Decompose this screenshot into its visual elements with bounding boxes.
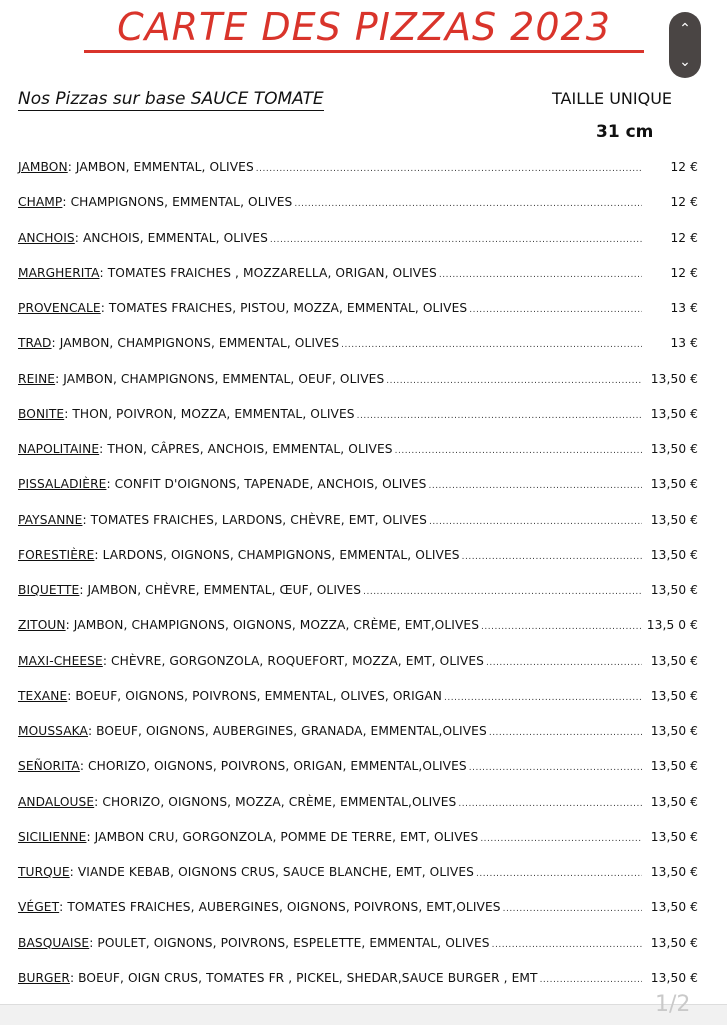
pizza-name: CHAMP xyxy=(18,195,63,210)
pizza-item xyxy=(18,865,698,900)
page-scroll-control xyxy=(669,12,701,78)
pizza-name: SICILIENNE xyxy=(18,829,87,844)
pizza-item xyxy=(18,266,698,301)
pizza-price: 13,50 € xyxy=(650,547,698,562)
pizza-name: PAYSANNE xyxy=(18,512,83,527)
pizza-name: MARGHERITA xyxy=(18,265,100,280)
pizza-ingredients: : BOEUF, OIGN CRUS, TOMATES FR , PICKEL, SHEDAR,SAUCE BURGER , EMT xyxy=(69,970,538,985)
dot-leader xyxy=(503,904,642,914)
page-indicator: 1/2 xyxy=(655,992,691,1017)
dot-leader xyxy=(469,763,642,773)
pizza-item xyxy=(18,830,698,865)
dot-leader xyxy=(540,975,642,985)
dot-leader xyxy=(256,164,642,174)
pizza-ingredients: : JAMBON, CHAMPIGNONS, OIGNONS, MOZZA, CRÈME, EMT,OLIVES xyxy=(65,618,480,633)
pizza-ingredients: : CHAMPIGNONS, EMMENTAL, OLIVES xyxy=(62,195,293,210)
pizza-price: 12 € xyxy=(670,195,698,210)
pizza-ingredients: : JAMBON, CHAMPIGNONS, EMMENTAL, OEUF, OLIVES xyxy=(55,371,385,386)
pizza-name: ZITOUN xyxy=(18,618,66,633)
pizza-item xyxy=(18,301,698,336)
pizza-price: 13,50 € xyxy=(650,900,698,915)
pizza-ingredients: : CHÈVRE, GORGONZOLA, ROQUEFORT, MOZZA, EMT, OLIVES xyxy=(102,653,484,668)
pizza-name: PROVENCALE xyxy=(18,301,101,315)
dot-leader xyxy=(294,199,642,209)
dot-leader xyxy=(469,305,642,315)
chevron-up-icon[interactable]: ⌃ xyxy=(679,20,691,37)
pizza-name: PISSALADIÈRE xyxy=(18,477,107,492)
pizza-name: SEÑORITA xyxy=(18,759,80,774)
pizza-item xyxy=(18,936,698,971)
pizza-price: 13,50 € xyxy=(650,688,698,703)
pizza-item xyxy=(18,795,698,830)
pizza-name: JAMBON xyxy=(18,160,68,174)
pizza-name: MOUSSAKA xyxy=(18,724,88,738)
pizza-ingredients: : JAMBON CRU, GORGONZOLA, POMME DE TERRE, EMT, OLIVES xyxy=(86,829,479,844)
pizza-price: 13,50 € xyxy=(650,794,698,809)
pizza-item xyxy=(18,336,698,371)
dot-leader xyxy=(386,376,642,386)
pizza-name: ANCHOIS xyxy=(18,230,75,245)
pizza-item xyxy=(18,654,698,689)
pizza-name: NAPOLITAINE xyxy=(18,442,100,456)
pizza-item xyxy=(18,548,698,583)
dot-leader xyxy=(489,728,642,738)
pizza-price: 13,5 0 € xyxy=(646,618,698,633)
pizza-name: BONITE xyxy=(18,406,65,421)
pizza-name: REINE xyxy=(18,371,56,386)
pizza-name: FORESTIÈRE xyxy=(18,547,95,562)
dot-leader xyxy=(341,340,642,350)
pizza-ingredients: : TOMATES FRAICHES, LARDONS, CHÈVRE, EMT, OLIVES xyxy=(82,512,427,527)
pizza-ingredients: : TOMATES FRAICHES, AUBERGINES, OIGNONS, POIVRONS, EMT,OLIVES xyxy=(59,900,501,915)
pizza-item xyxy=(18,477,698,512)
dot-leader xyxy=(395,446,642,456)
size-value: 31 cm xyxy=(596,122,654,142)
pizza-ingredients: : VIANDE KEBAB, OIGNONS CRUS, SAUCE BLANCHE, EMT, OLIVES xyxy=(69,865,475,879)
pizza-ingredients: : TOMATES FRAICHES, PISTOU, MOZZA, EMMENTAL, OLIVES xyxy=(100,301,468,315)
pizza-price: 13,50 € xyxy=(650,759,698,774)
pizza-price: 12 € xyxy=(670,160,698,174)
dot-leader xyxy=(429,517,642,527)
pizza-name: TURQUE xyxy=(18,865,70,879)
dot-leader xyxy=(270,235,642,245)
pizza-price: 12 € xyxy=(670,230,698,245)
pizza-item xyxy=(18,195,698,230)
dot-leader xyxy=(458,799,642,809)
pizza-item xyxy=(18,724,698,759)
pizza-ingredients: : TOMATES FRAICHES , MOZZARELLA, ORIGAN, OLIVES xyxy=(99,265,437,280)
dot-leader xyxy=(486,658,642,668)
bottom-toolbar xyxy=(0,1004,727,1025)
pizza-price: 13,50 € xyxy=(650,477,698,492)
pizza-item xyxy=(18,442,698,477)
pizza-name: BURGER xyxy=(18,970,70,985)
pizza-ingredients: : THON, CÂPRES, ANCHOIS, EMMENTAL, OLIVES xyxy=(99,442,393,456)
dot-leader xyxy=(363,587,642,597)
dot-leader xyxy=(357,411,642,421)
pizza-ingredients: : CONFIT D'OIGNONS, TAPENADE, ANCHOIS, OLIVES xyxy=(106,477,427,492)
pizza-ingredients: : CHORIZO, OIGNONS, POIVRONS, ORIGAN, EMMENTAL,OLIVES xyxy=(79,759,467,774)
pizza-price: 13,50 € xyxy=(650,406,698,421)
pizza-name: TRAD xyxy=(18,336,52,351)
pizza-price: 13,50 € xyxy=(650,653,698,668)
pizza-item xyxy=(18,618,698,653)
dot-leader xyxy=(439,270,642,280)
pizza-price: 13 € xyxy=(670,301,698,315)
pizza-ingredients: : ANCHOIS, EMMENTAL, OLIVES xyxy=(74,230,268,245)
pizza-item xyxy=(18,900,698,935)
pizza-price: 13,50 € xyxy=(650,371,698,386)
pizza-ingredients: : BOEUF, OIGNONS, AUBERGINES, GRANADA, EMMENTAL,OLIVES xyxy=(87,724,487,738)
pizza-item xyxy=(18,583,698,618)
pizza-ingredients: : LARDONS, OIGNONS, CHAMPIGNONS, EMMENTAL, OLIVES xyxy=(94,547,460,562)
pizza-name: MAXI-CHEESE xyxy=(18,653,103,668)
dot-leader xyxy=(476,869,642,879)
pizza-price: 12 € xyxy=(670,265,698,280)
dot-leader xyxy=(462,552,642,562)
menu-title: CARTE DES PIZZAS 2023 xyxy=(84,6,644,53)
pizza-item xyxy=(18,759,698,794)
pizza-item xyxy=(18,231,698,266)
pizza-price: 13,50 € xyxy=(650,512,698,527)
pizza-name: ANDALOUSE xyxy=(18,794,95,809)
pizza-ingredients: : BOEUF, OIGNONS, POIVRONS, EMMENTAL, OLIVES, ORIGAN xyxy=(67,688,443,703)
pizza-name: TEXANE xyxy=(18,688,68,703)
pizza-ingredients: : POULET, OIGNONS, POIVRONS, ESPELETTE, EMMENTAL, OLIVES xyxy=(89,935,490,950)
pizza-price: 13 € xyxy=(670,336,698,351)
section-subtitle: Nos Pizzas sur base SAUCE TOMATE xyxy=(18,89,324,109)
pizza-price: 13,50 € xyxy=(650,442,698,456)
pizza-price: 13,50 € xyxy=(650,829,698,844)
pizza-item xyxy=(18,372,698,407)
pizza-price: 13,50 € xyxy=(650,865,698,879)
pizza-price: 13,50 € xyxy=(650,724,698,738)
pizza-item xyxy=(18,407,698,442)
pizza-price: 13,50 € xyxy=(650,935,698,950)
chevron-down-icon[interactable]: ⌄ xyxy=(679,53,691,70)
pizza-ingredients: : JAMBON, CHAMPIGNONS, EMMENTAL, OLIVES xyxy=(51,336,340,351)
dot-leader xyxy=(492,940,642,950)
pizza-price: 13,50 € xyxy=(650,970,698,985)
pizza-price: 13,50 € xyxy=(650,583,698,597)
dot-leader xyxy=(444,693,642,703)
pizza-item xyxy=(18,160,698,195)
pizza-ingredients: : THON, POIVRON, MOZZA, EMMENTAL, OLIVES xyxy=(64,406,355,421)
pizza-ingredients: : JAMBON, CHÈVRE, EMMENTAL, ŒUF, OLIVES xyxy=(79,583,362,597)
pizza-ingredients: : JAMBON, EMMENTAL, OLIVES xyxy=(67,160,254,174)
dot-leader xyxy=(480,834,642,844)
size-label: TAILLE UNIQUE xyxy=(552,89,673,108)
pizza-name: VÉGET xyxy=(18,900,60,915)
dot-leader xyxy=(428,481,642,491)
pizza-name: BASQUAISE xyxy=(18,935,90,950)
pizza-item xyxy=(18,513,698,548)
dot-leader xyxy=(481,622,642,632)
pizza-ingredients: : CHORIZO, OIGNONS, MOZZA, CRÈME, EMMENTAL,OLIVES xyxy=(94,794,457,809)
pizza-name: BIQUETTE xyxy=(18,583,80,597)
pizza-item xyxy=(18,689,698,724)
pizza-list xyxy=(18,160,698,1006)
pizza-item xyxy=(18,971,698,1006)
